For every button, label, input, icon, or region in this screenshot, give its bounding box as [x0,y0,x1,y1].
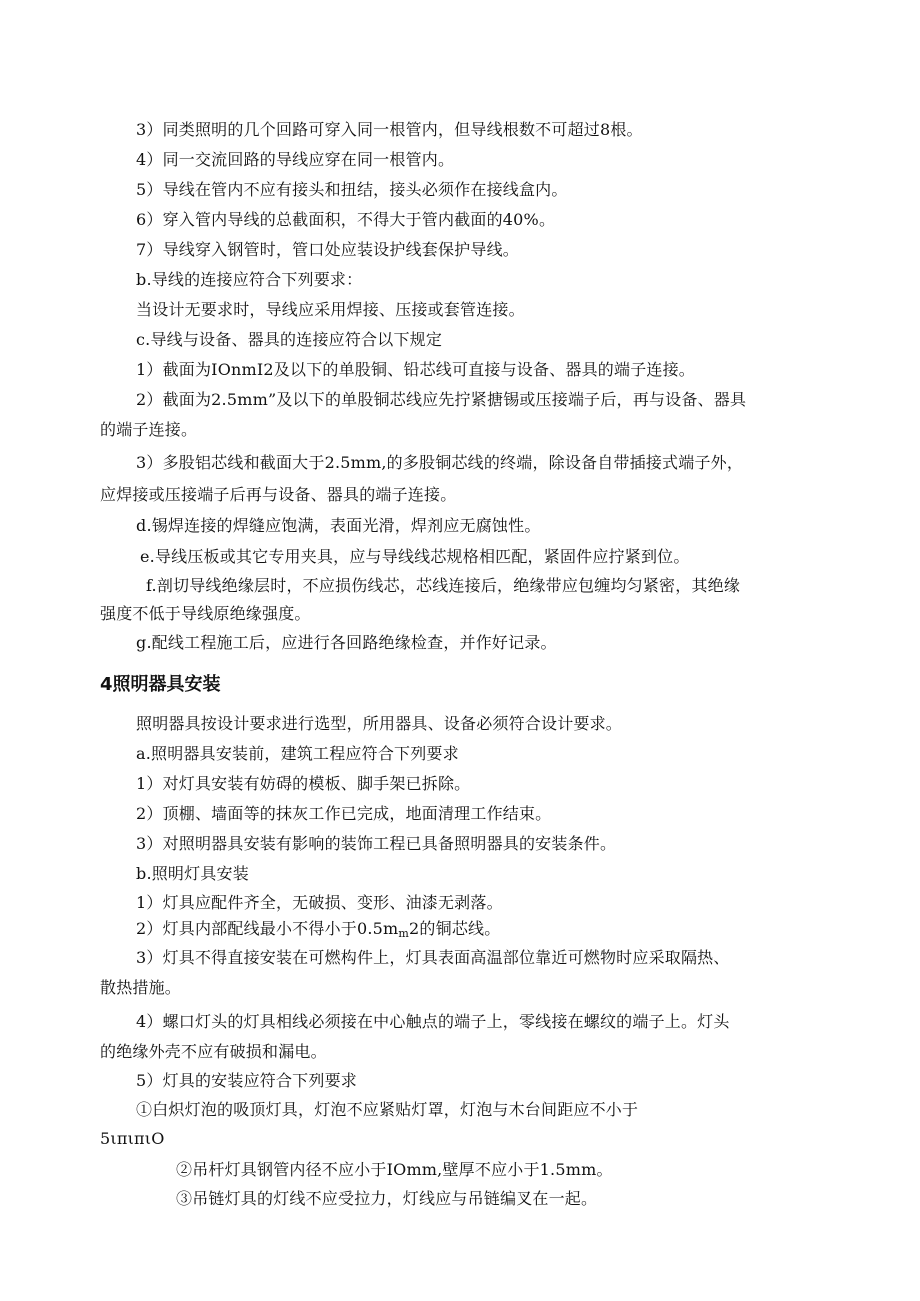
s4-a-item-2: 2）顶棚、墙面等的抹灰工作已完成，地面清理工作结束。 [136,804,552,823]
s4-b-item-3-line-1: 3）灯具不得直接安装在可燃构件上，灯具表面高温部位靠近可燃物时应采取隔热、 [136,948,730,967]
f-insulation-line-2: 强度不低于导线原绝缘强度。 [100,604,311,623]
b-connection-title: b.导线的连接应符合下列要求： [136,270,363,289]
section-4-heading: 4照明器具安装 [100,674,221,695]
f-insulation-line-1: f.剖切导线绝缘层时，不应损伤线芯，芯线连接后，绝缘带应包缠均匀紧密，其绝缘 [146,576,741,595]
s4-b-item-5-sub-3: ③吊链灯具的灯线不应受拉力，灯线应与吊链编叉在一起。 [176,1189,598,1208]
c-item-1: 1）截面为IOnmI2及以下的单股铜、铅芯线可直接与设备、器具的端子连接。 [136,360,695,379]
c-item-2-line-1: 2）截面为2.5mm”及以下的单股铜芯线应先拧紧搪锡或压接端子后，再与设备、器具 [136,390,747,409]
s4-b-item-2-subscript: m [398,927,410,940]
s4-b-title: b.照明灯具安装 [136,864,249,883]
s4-a-title: a.照明器具安装前，建筑工程应符合下列要求 [136,744,459,763]
s4-b-item-5-sub-2: ②吊杆灯具钢管内径不应小于IOmm,壁厚不应小于1.5mm。 [176,1160,613,1179]
b-connection-text: 当设计无要求时，导线应采用焊接、压接或套管连接。 [136,300,525,319]
s4-a-item-1: 1）对灯具安装有妨碍的模板、脚手架已拆除。 [136,774,471,793]
s4-b-item-2 [136,917,500,946]
item-3-multiple-circuits: 3）同类照明的几个回路可穿入同一根管内，但导线根数不可超过8根。 [136,120,643,139]
e-clamp-text: e.导线压板或其它专用夹具，应与导线线芯规格相匹配，紧固件应拧紧到位。 [140,547,690,566]
s4-b-item-1: 1）灯具应配件齐全，无破损、变形、油漆无剥落。 [136,893,503,912]
item-4-same-ac-circuit: 4）同一交流回路的导线应穿在同一根管内。 [136,150,455,169]
s4-b-item-2-text: 2）灯具内部配线最小不得小于0.5m [136,919,399,938]
c-item-3-line-1: 3）多股铝芯线和截面大于2.5mm,的多股铜芯线的终端，除设备自带插接式端子外， [136,453,744,472]
s4-b-item-3-line-2: 散热措施。 [100,978,182,997]
s4-a-item-3: 3）对照明器具安装有影响的装饰工程已具备照明器具的安装条件。 [136,834,617,853]
d-solder-text: d.锡焊连接的焊缝应饱满，表面光滑，焊剂应无腐蚀性。 [136,516,541,535]
s4-b-item-5: 5）灯具的安装应符合下列要求 [136,1071,357,1090]
item-5-no-joints: 5）导线在管内不应有接头和扭结，接头必须作在接线盒内。 [136,180,568,199]
g-inspection-text: g.配线工程施工后，应进行各回路绝缘检查，并作好记录。 [136,633,557,652]
item-7-steel-pipe: 7）导线穿入钢管时，管口处应装设护线套保护导线。 [136,240,519,259]
item-6-cross-section: 6）穿入管内导线的总截面积，不得大于管内截面的40%。 [136,210,556,229]
s4-b-item-5-sub-1-line-1: ①白炽灯泡的吸顶灯具，灯泡不应紧贴灯罩，灯泡与木台间距应不小于 [136,1100,639,1119]
c-item-2-line-2: 的端子连接。 [100,420,198,439]
c-device-connection-title: c.导线与设备、器具的连接应符合以下规定 [136,330,443,349]
s4-b-item-5-sub-1-line-2: 5ιπιπιO [100,1129,165,1148]
s4-b-item-4-line-1: 4）螺口灯头的灯具相线必须接在中心触点的端子上，零线接在螺纹的端子上。灯头 [136,1012,730,1031]
c-item-3-line-2: 应焊接或压接端子后再与设备、器具的端子连接。 [100,485,457,504]
s4-b-item-4-line-2: 的绝缘外壳不应有破损和漏电。 [100,1042,327,1061]
s4-b-item-2-end: 2的铜芯线。 [409,919,501,938]
section-4-intro: 照明器具按设计要求进行选型，所用器具、设备必须符合设计要求。 [136,714,623,733]
